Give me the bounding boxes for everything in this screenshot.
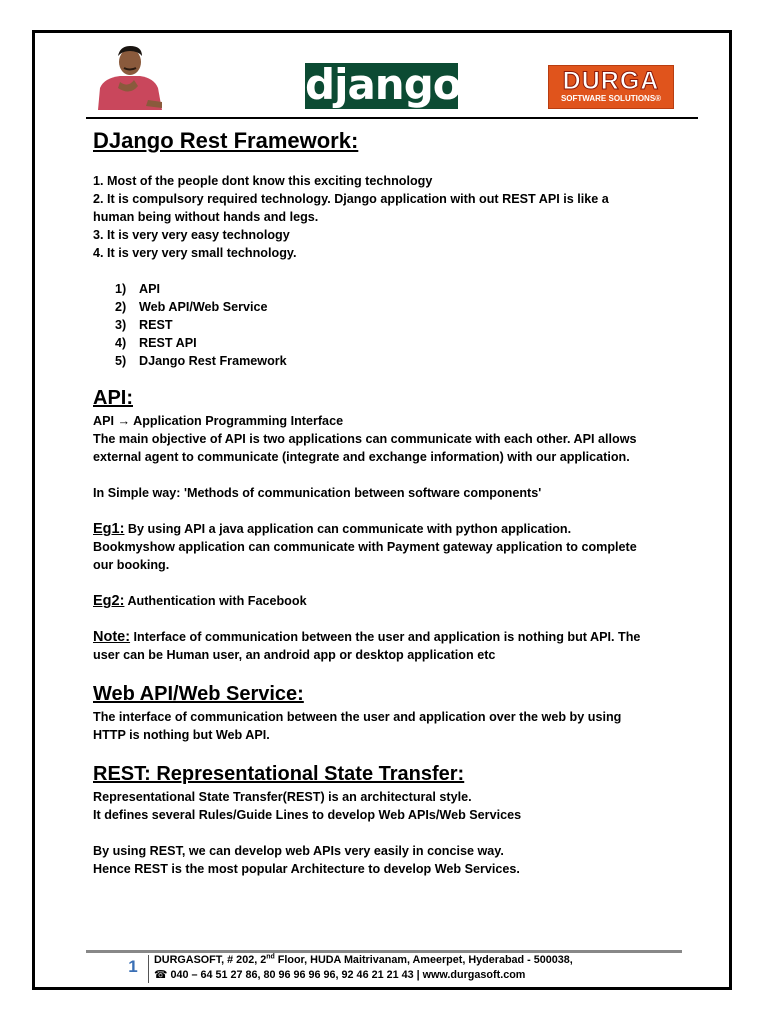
eg1-label: Eg1: (93, 521, 125, 537)
topic-number: 4) (115, 336, 127, 350)
topic-label: DJango Rest Framework (139, 354, 287, 368)
topic-number: 5) (115, 354, 127, 368)
rest-heading: REST: Representational State Transfer: (93, 763, 465, 785)
django-logo: django (305, 60, 461, 109)
api-objective: The main objective of API is two applications can communicate with each other. API allows external agent to communicate (integrate and exchange information) with our application. (93, 432, 637, 464)
durga-logo-sub: SOFTWARE SOLUTIONS® (560, 94, 662, 103)
footer-contact-text: 040 – 64 51 27 86, 80 96 96 96 96, 92 46 21 21 43 | www.durgasoft.com (167, 969, 526, 981)
topic-list (93, 280, 653, 370)
web-api-heading: Web API/Web Service: (93, 683, 304, 705)
address-superscript: nd (266, 953, 275, 961)
rest-line: By using REST, we can develop web APIs very easily in concise way. (93, 844, 504, 858)
eg2-text: Authentication with Facebook (124, 594, 307, 608)
address-part: Floor, HUDA Maitrivanam, Ameerpet, Hyderabad - 500038, (274, 954, 573, 966)
topic-label: Web API/Web Service (139, 300, 268, 314)
topic-item (115, 298, 653, 316)
api-heading: API: (93, 387, 133, 409)
footer-vertical-rule (148, 955, 149, 983)
footer-address (154, 953, 573, 968)
footer-contact (154, 953, 573, 983)
api-abbr-term: API (93, 414, 114, 428)
author-photo (94, 42, 166, 110)
note-text: Interface of communication between the user and application is nothing but API. The user can be Human user, an android app or desktop application etc (93, 630, 641, 662)
topic-number: 2) (115, 300, 127, 314)
header-divider (86, 117, 698, 119)
intro-point: 1. Most of the people dont know this exciting technology (93, 174, 433, 188)
topic-item (115, 316, 653, 334)
topic-number: 3) (115, 318, 127, 332)
api-example-2 (93, 592, 653, 610)
topic-label: REST (139, 318, 173, 332)
address-part: DURGASOFT, # 202, 2 (154, 954, 267, 966)
rest-line: Hence REST is the most popular Architecture to develop Web Services. (93, 862, 520, 876)
intro-point: 4. It is very very small technology. (93, 246, 297, 260)
api-abbr-expansion: Application Programming Interface (133, 414, 344, 428)
intro-list (93, 172, 653, 262)
footer-phone-line (154, 968, 573, 983)
durga-software-logo (548, 65, 674, 109)
durga-logo-main: DURGA (562, 67, 660, 95)
intro-point: 3. It is very very easy technology (93, 228, 290, 242)
intro-point: 2. It is compulsory required technology. Django application with out REST API is like a human being without hands and legs. (93, 192, 609, 224)
eg1-text: By using API a java application can communicate with python application. Bookmyshow application can communicate with Payment gateway application to complete our booking. (93, 522, 637, 572)
arrow-right-icon: → (117, 414, 131, 428)
document-body (93, 124, 653, 878)
rest-line: Representational State Transfer(REST) is an architectural style. (93, 790, 472, 804)
api-simple-way: In Simple way: 'Methods of communication between software components' (93, 486, 542, 500)
api-note (93, 628, 653, 664)
topic-label: API (139, 282, 160, 296)
topic-item (115, 352, 653, 370)
api-example-1 (93, 520, 653, 574)
page-number: 1 (128, 957, 138, 976)
api-abbreviation (93, 412, 653, 430)
eg2-label: Eg2: (93, 593, 125, 609)
phone-icon: ☎ (154, 969, 168, 981)
topic-label: REST API (139, 336, 197, 350)
topic-item (115, 334, 653, 352)
topic-number: 1) (115, 282, 127, 296)
topic-item (115, 280, 653, 298)
page-title: DJango Rest Framework: (93, 128, 359, 153)
rest-line: It defines several Rules/Guide Lines to develop Web APIs/Web Services (93, 808, 522, 822)
web-api-text: The interface of communication between the user and application over the web by using HTTP is nothing but Web API. (93, 710, 622, 742)
note-label: Note: (93, 629, 131, 645)
